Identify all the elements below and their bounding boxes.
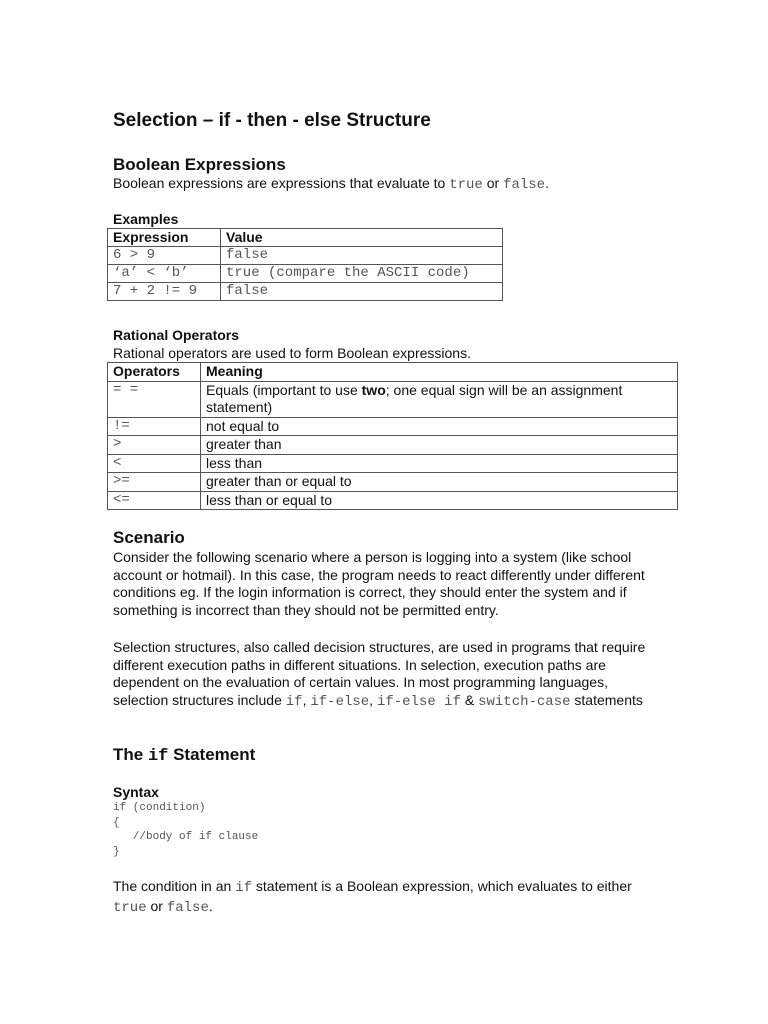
table-cell — [201, 381, 678, 417]
table-row — [108, 381, 678, 417]
emphasis-text: two — [361, 381, 386, 398]
table-header: Meaning — [201, 363, 678, 382]
paragraph-text: statements — [570, 691, 643, 708]
table-cell: < — [108, 454, 201, 473]
separator: , — [302, 691, 311, 708]
code-keyword: if-else if — [376, 693, 461, 710]
table-row — [108, 417, 678, 436]
table-row — [108, 283, 503, 301]
table-cell: false — [221, 247, 503, 265]
paragraph-text: The condition in an — [113, 878, 236, 894]
separator: & — [460, 691, 479, 708]
code-keyword: if — [235, 880, 253, 896]
code-keyword: if — [285, 693, 303, 710]
scenario-paragraph-2 — [113, 639, 653, 711]
table-cell: greater than or equal to — [201, 473, 678, 492]
table-row — [108, 491, 678, 510]
table-header: Value — [221, 229, 503, 247]
table-header: Operators — [108, 363, 201, 382]
page-title: Selection – if - then - else Structure — [113, 110, 431, 131]
code-keyword: if-else — [310, 693, 370, 710]
operators-table — [107, 362, 678, 510]
table-header-row — [108, 363, 678, 382]
table-cell: less than or equal to — [201, 491, 678, 510]
table-cell: false — [221, 283, 503, 301]
code-line: //body of if clause — [113, 831, 259, 843]
if-description — [113, 878, 653, 917]
code-line: } — [113, 845, 120, 858]
table-row — [108, 436, 678, 455]
separator: , — [369, 691, 377, 708]
code-keyword: if — [147, 747, 169, 766]
code-block — [113, 801, 258, 859]
table-row — [108, 247, 503, 265]
period: . — [208, 897, 213, 914]
table-row — [108, 473, 678, 492]
scenario-paragraph-1: Consider the following scenario where a person is logging into a system (like school account or hotmail). In this case, the program needs to react differently under different conditions eg. If the login information is correct, they should enter the system and if something is incorrect than they should not be permitted entry. — [113, 549, 645, 618]
false-keyword: false — [503, 177, 546, 193]
syntax-heading: Syntax — [113, 784, 159, 800]
scenario-heading: Scenario — [113, 528, 185, 547]
table-row — [108, 454, 678, 473]
table-cell: != — [108, 417, 201, 436]
examples-heading: Examples — [113, 211, 179, 227]
rational-intro: Rational operators are used to form Boolean expressions. — [113, 345, 471, 361]
period: . — [545, 175, 549, 191]
code-line: { — [113, 816, 120, 829]
paragraph-text: Selection structures, also called decision structures, are used in programs that require different execution paths in different situations. In selection, execution paths are dependent on the evaluation of certain values. In most programming languages, selection structures include — [113, 639, 646, 708]
heading-text: The — [113, 745, 148, 764]
table-cell: ‘a’ < ‘b’ — [108, 265, 221, 283]
true-keyword: true — [113, 899, 147, 916]
table-cell: >= — [108, 473, 201, 492]
examples-table — [107, 228, 503, 301]
code-line: if (condition) — [113, 802, 206, 814]
meaning-text: ; one equal sign will be an assignment statement) — [206, 381, 623, 415]
table-cell: true (compare the ASCII code) — [221, 265, 503, 283]
table-cell: = = — [108, 381, 201, 417]
table-header: Expression — [108, 229, 221, 247]
code-keyword: switch-case — [478, 693, 571, 710]
table-cell: less than — [201, 454, 678, 473]
table-header-row — [108, 229, 503, 247]
meaning-text: Equals (important to use — [206, 381, 362, 398]
boolean-intro — [113, 175, 549, 195]
if-statement-heading — [113, 745, 255, 766]
table-cell: > — [108, 436, 201, 455]
table-row — [108, 265, 503, 283]
table-cell: 6 > 9 — [108, 247, 221, 265]
boolean-heading: Boolean Expressions — [113, 155, 286, 174]
true-keyword: true — [449, 177, 483, 193]
false-keyword: false — [166, 899, 209, 916]
table-cell: 7 + 2 != 9 — [108, 283, 221, 301]
rational-heading: Rational Operators — [113, 327, 240, 343]
heading-text: Statement — [168, 745, 256, 764]
table-cell: not equal to — [201, 417, 678, 436]
table-cell: <= — [108, 491, 201, 510]
or-text: or — [146, 897, 167, 914]
boolean-intro-text: Boolean expressions are expressions that evaluate to — [113, 175, 450, 191]
or-text: or — [482, 175, 504, 191]
paragraph-text: statement is a Boolean expression, which evaluates to either — [252, 878, 632, 894]
table-cell: greater than — [201, 436, 678, 455]
